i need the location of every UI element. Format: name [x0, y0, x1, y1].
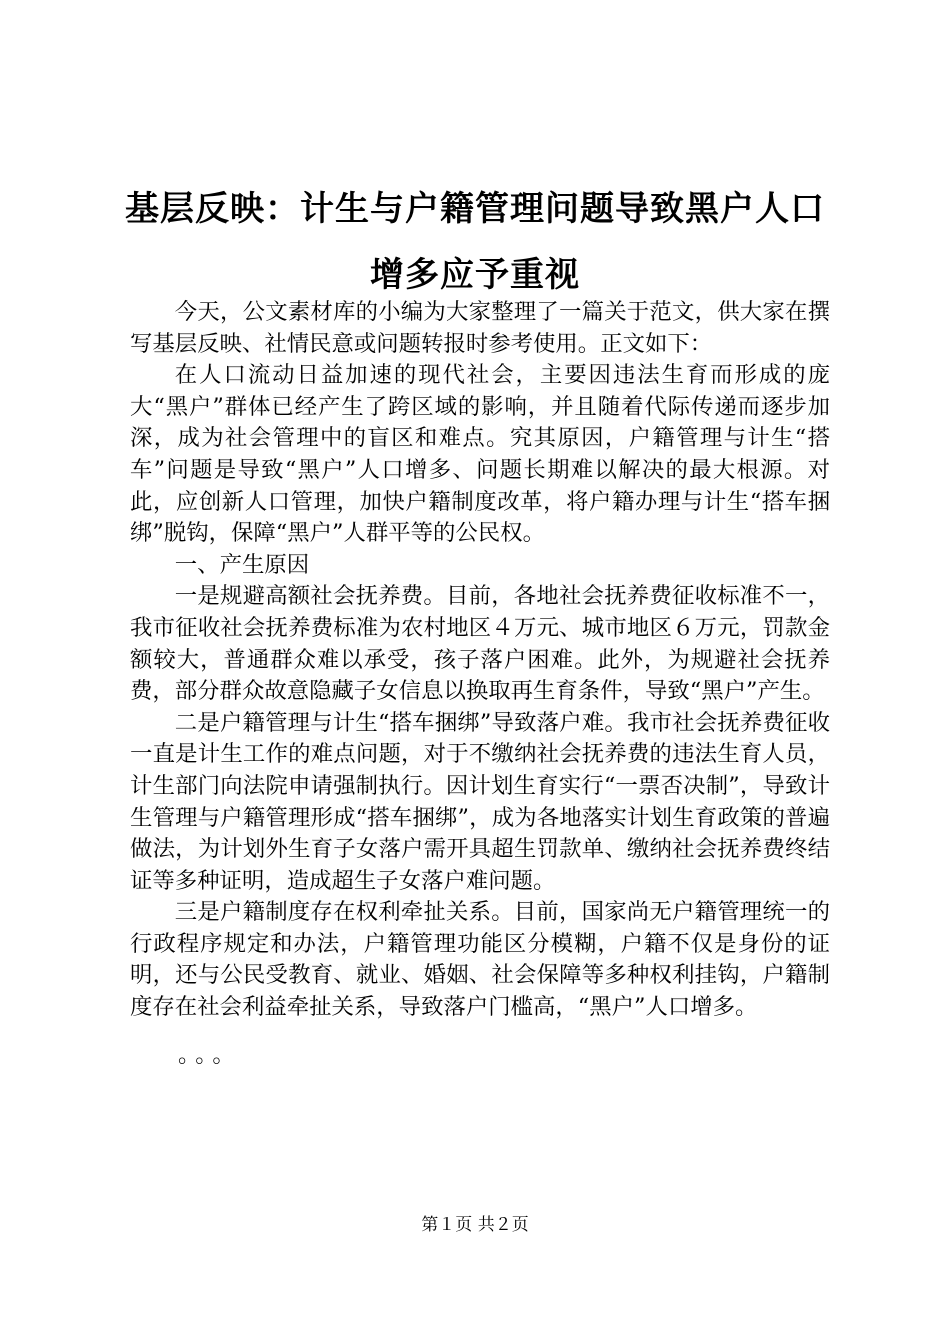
document-body	[130, 297, 830, 1086]
document-title-line-1: 基层反映：计生与户籍管理问题导致黑户人口	[125, 189, 825, 229]
section-heading: 一、产生原因	[174, 551, 310, 578]
paragraph-intro: 今天，公文素材库的小编为大家整理了一篇关于范文，供大家在撰写基层反映、社情民意或问题转报时参考使用。正文如下：	[130, 299, 830, 357]
paragraph-reason-3: 三是户籍制度存在权利牵扯关系。目前，国家尚无户籍管理统一的行政程序规定和办法，户籍管理功能区分模糊，户籍不仅是身份的证明，还与公民受教育、就业、婚姻、社会保障等多种权利挂钩，户籍制度存在社会利益牵扯关系，导致落户门槛高，“黑户”人口增多。	[130, 899, 830, 1021]
page-number-footer: 第１页 共２页	[421, 1215, 529, 1235]
paragraph-reason-1: 一是规避高额社会抚养费。目前，各地社会抚养费征收标准不一，我市征收社会抚养费标准为农村地区４万元、城市地区６万元，罚款金额较大，普通群众难以承受，孩子落户困难。此外，为规避社会抚养费，部分群众故意隐藏子女信息以换取再生育条件，导致“黑户”产生。	[130, 583, 830, 705]
ellipsis: 。。。	[178, 1041, 241, 1068]
paragraph-reason-2: 二是户籍管理与计生“搭车捆绑”导致落户难。我市社会抚养费征收一直是计生工作的难点问题，对于不缴纳社会抚养费的违法生育人员，计生部门向法院申请强制执行。因计划生育实行“一票否决制”，导致计生管理与户籍管理形成“搭车捆绑”，成为各地落实计划生育政策的普遍做法，为计划外生育子女落户需开具超生罚款单、缴纳社会抚养费终结证等多种证明，造成超生子女落户难问题。	[130, 709, 830, 894]
document-title-line-2: 增多应予重视	[370, 255, 580, 295]
paragraph-summary: 在人口流动日益加速的现代社会，主要因违法生育而形成的庞大“黑户”群体已经产生了跨区域的影响，并且随着代际传递而逐步加深，成为社会管理中的盲区和难点。究其原因，户籍管理与计生“搭车”问题是导致“黑户”人口增多、问题长期难以解决的最大根源。对此，应创新人口管理，加快户籍制度改革，将户籍办理与计生“搭车捆绑”脱钩，保障“黑户”人群平等的公民权。	[130, 362, 830, 547]
